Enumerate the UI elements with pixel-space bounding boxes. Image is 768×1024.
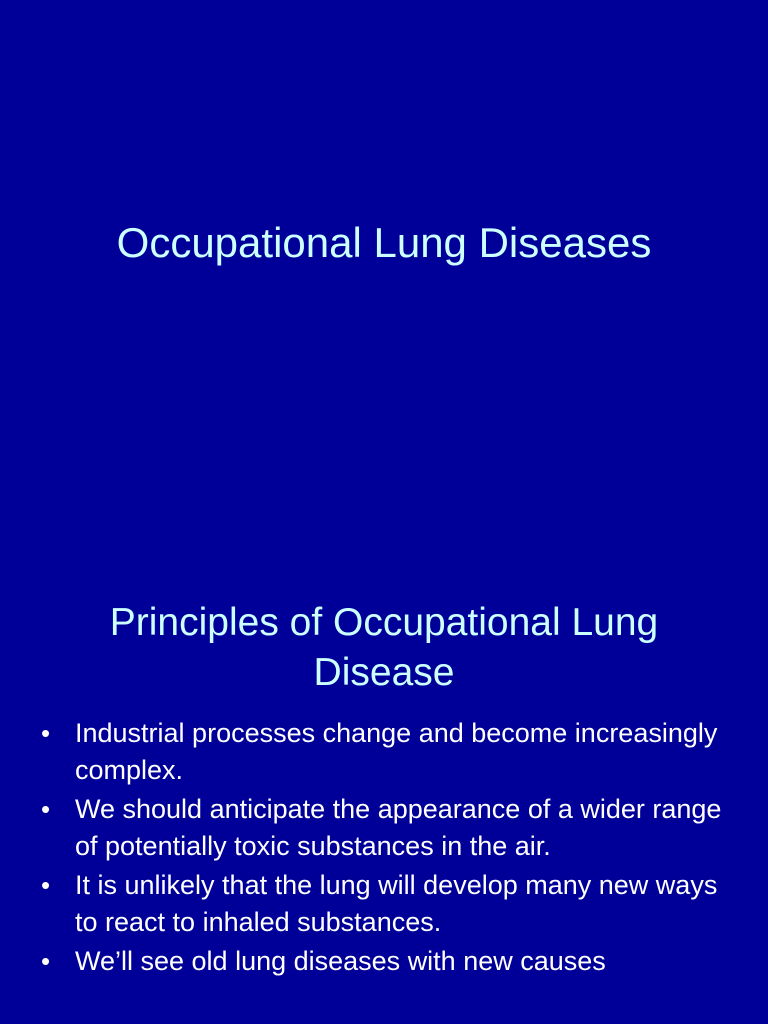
bullet-text: It is unlikely that the lung will develop many new ways to react to inhaled substances. (75, 870, 718, 937)
bullet-icon: • (41, 718, 51, 748)
bullet-text: We should anticipate the appearance of a wider range of potentially toxic substances in the air. (75, 794, 722, 861)
bullet-icon: • (41, 794, 51, 824)
slide-principles (0, 576, 768, 1024)
bullet-item (36, 791, 736, 865)
bullet-item (36, 943, 736, 980)
slide-title-heading: Occupational Lung Diseases (116, 219, 652, 266)
bullet-text: Industrial processes change and become increasingly complex. (75, 718, 718, 785)
bullet-icon: • (41, 870, 51, 900)
slide-principles-heading: Principles of Occupational Lung Disease (109, 601, 659, 694)
bullet-icon: • (41, 946, 51, 976)
bullet-item (36, 715, 736, 789)
bullet-text: We’ll see old lung diseases with new causes (75, 946, 606, 976)
bullet-list (36, 715, 736, 982)
bullet-item (36, 867, 736, 941)
